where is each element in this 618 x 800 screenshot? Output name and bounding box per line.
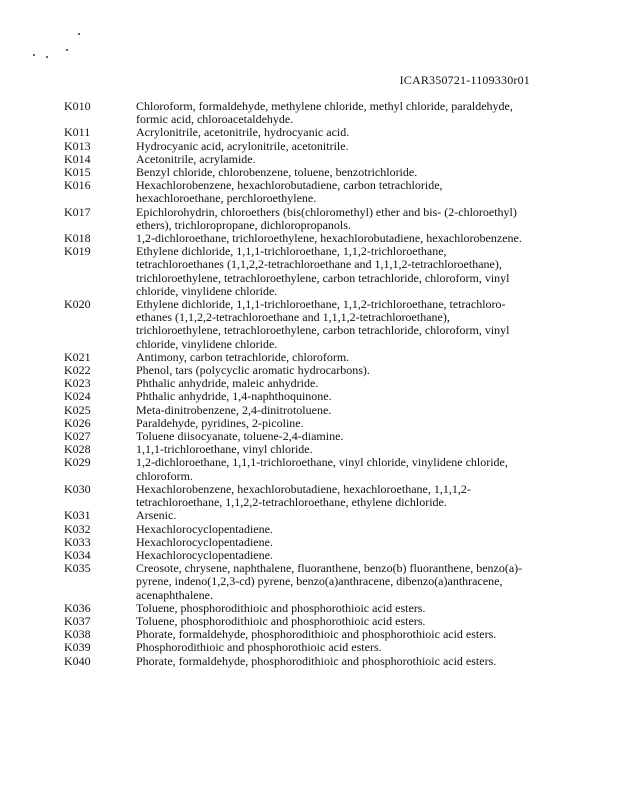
waste-code: K011 bbox=[64, 125, 91, 140]
waste-code: K039 bbox=[64, 640, 91, 655]
waste-code: K030 bbox=[64, 481, 91, 496]
waste-code: K015 bbox=[64, 165, 91, 180]
description-line: 1,2-dichloroethane, 1,1,1-trichloroethane, vinyl chloride, vinylidene chloride, bbox=[136, 455, 508, 470]
description-line: Phthalic anhydride, 1,4-naphthoquinone. bbox=[136, 389, 332, 404]
waste-code-row bbox=[64, 390, 544, 403]
waste-code-row bbox=[64, 456, 544, 482]
scan-speck bbox=[46, 56, 48, 58]
description-line: Epichlorohydrin, chloroethers (bis(chloromethyl) ether and bis- (2-chloroethyl) bbox=[136, 204, 517, 219]
waste-code-row bbox=[64, 245, 544, 298]
waste-code: K029 bbox=[64, 455, 91, 470]
description-line: Acetonitrile, acrylamide. bbox=[136, 151, 256, 166]
waste-code: K017 bbox=[64, 204, 91, 219]
description-line: chloride, vinylidene chloride. bbox=[136, 283, 278, 298]
waste-description bbox=[136, 206, 544, 232]
waste-code: K035 bbox=[64, 561, 91, 576]
waste-description bbox=[136, 536, 544, 549]
description-line: Hydrocyanic acid, acrylonitrile, acetonitrile. bbox=[136, 138, 349, 153]
description-line: Antimony, carbon tetrachloride, chloroform. bbox=[136, 349, 350, 364]
description-line: ethanes (1,1,2,2-tetrachloroethane and 1,1,1,2-tetrachloroethane), bbox=[136, 310, 450, 325]
description-line: Phosphorodithioic and phosphorothioic acid esters. bbox=[136, 640, 382, 655]
description-line: Chloroform, formaldehyde, methylene chloride, methyl chloride, paraldehyde, bbox=[136, 99, 513, 113]
waste-code: K024 bbox=[64, 389, 91, 404]
description-line: trichloroethylene, tetrachloroethylene, carbon tetrachloride, chloroform, vinyl bbox=[136, 270, 510, 285]
waste-code: K014 bbox=[64, 151, 91, 166]
waste-code-row bbox=[64, 536, 544, 549]
waste-code-row bbox=[64, 140, 544, 153]
waste-code: K036 bbox=[64, 600, 91, 615]
waste-description bbox=[136, 602, 544, 615]
description-line: Meta-dinitrobenzene, 2,4-dinitrotoluene. bbox=[136, 402, 332, 417]
description-line: chloroform. bbox=[136, 468, 193, 483]
waste-code-row bbox=[64, 602, 544, 615]
scan-specks bbox=[0, 0, 618, 80]
waste-code: K025 bbox=[64, 402, 91, 417]
waste-code-row bbox=[64, 179, 544, 205]
scan-speck bbox=[33, 54, 35, 56]
waste-code-row bbox=[64, 100, 544, 126]
description-line: ethers), trichloropropane, dichloropropanols. bbox=[136, 217, 351, 232]
waste-code: K031 bbox=[64, 508, 91, 523]
waste-code: K038 bbox=[64, 627, 91, 642]
waste-code: K018 bbox=[64, 231, 91, 246]
description-line: Arsenic. bbox=[136, 508, 177, 523]
description-line: tetrachloroethane, 1,1,2,2-tetrachloroethane, ethylene dichloride. bbox=[136, 495, 447, 510]
waste-code: K026 bbox=[64, 415, 91, 430]
waste-description bbox=[136, 509, 544, 522]
description-line: Phthalic anhydride, maleic anhydride. bbox=[136, 376, 319, 391]
description-line: Hexachlorocyclopentadiene. bbox=[136, 547, 273, 562]
description-line: acenaphthalene. bbox=[136, 587, 213, 602]
waste-code: K019 bbox=[64, 244, 91, 259]
waste-code: K021 bbox=[64, 349, 91, 364]
waste-code: K037 bbox=[64, 613, 91, 628]
description-line: Phorate, formaldehyde, phosphorodithioic and phosphorothioic acid esters. bbox=[136, 627, 497, 642]
description-line: Toluene, phosphorodithioic and phosphorothioic acid esters. bbox=[136, 613, 426, 628]
waste-code: K020 bbox=[64, 297, 91, 312]
waste-description bbox=[136, 404, 544, 417]
waste-code-row bbox=[64, 562, 544, 602]
waste-description bbox=[136, 641, 544, 654]
waste-code: K040 bbox=[64, 653, 91, 668]
description-line: Hexachlorobenzene, hexachlorobutadiene, hexachloroethane, 1,1,1,2- bbox=[136, 481, 471, 496]
document-id: ICAR350721-1109330r01 bbox=[399, 73, 530, 87]
waste-description bbox=[136, 483, 544, 509]
waste-code-row bbox=[64, 206, 544, 232]
waste-code: K027 bbox=[64, 429, 91, 444]
waste-code-row bbox=[64, 483, 544, 509]
description-line: Ethylene dichloride, 1,1,1-trichloroethane, 1,1,2-trichloroethane, tetrachloro- bbox=[136, 297, 506, 312]
waste-description bbox=[136, 140, 544, 153]
waste-code-list bbox=[64, 100, 544, 668]
waste-code-row bbox=[64, 641, 544, 654]
waste-code: K022 bbox=[64, 363, 91, 378]
waste-code: K016 bbox=[64, 178, 91, 193]
description-line: Toluene diisocyanate, toluene-2,4-diamine. bbox=[136, 429, 344, 444]
waste-description bbox=[136, 390, 544, 403]
waste-code: K028 bbox=[64, 442, 91, 457]
waste-code-row bbox=[64, 298, 544, 351]
description-line: trichloroethylene, tetrachloroethylene, carbon tetrachloride, chloroform, vinyl bbox=[136, 323, 510, 338]
waste-code: K013 bbox=[64, 138, 91, 153]
description-line: hexachloroethane, perchloroethylene. bbox=[136, 191, 317, 206]
waste-description bbox=[136, 562, 544, 602]
description-line: Hexachlorocyclopentadiene. bbox=[136, 534, 273, 549]
scan-speck bbox=[66, 49, 68, 51]
waste-code-row bbox=[64, 126, 544, 139]
description-line: chloride, vinylidene chloride. bbox=[136, 336, 278, 351]
waste-code-row bbox=[64, 655, 544, 668]
description-line: 1,2-dichloroethane, trichloroethylene, hexachlorobutadiene, hexachlorobenzene. bbox=[136, 231, 522, 246]
description-line: Phenol, tars (polycyclic aromatic hydrocarbons). bbox=[136, 363, 370, 378]
description-line: Hexachlorocyclopentadiene. bbox=[136, 521, 273, 536]
description-line: Toluene, phosphorodithioic and phosphorothioic acid esters. bbox=[136, 600, 426, 615]
waste-description bbox=[136, 245, 544, 298]
description-line: Hexachlorobenzene, hexachlorobutadiene, carbon tetrachloride, bbox=[136, 178, 443, 193]
waste-description bbox=[136, 179, 544, 205]
waste-code-row bbox=[64, 523, 544, 536]
description-line: Paraldehyde, pyridines, 2-picoline. bbox=[136, 415, 304, 430]
waste-description bbox=[136, 523, 544, 536]
waste-code: K010 bbox=[64, 99, 91, 113]
description-line: Benzyl chloride, chlorobenzene, toluene, benzotrichloride. bbox=[136, 165, 418, 180]
description-line: formic acid, chloroacetaldehyde. bbox=[136, 112, 294, 127]
description-line: Ethylene dichloride, 1,1,1-trichloroethane, 1,1,2-trichloroethane, bbox=[136, 244, 447, 259]
waste-code: K034 bbox=[64, 547, 91, 562]
waste-code: K023 bbox=[64, 376, 91, 391]
waste-code: K033 bbox=[64, 534, 91, 549]
description-line: pyrene, indeno(1,2,3-cd) pyrene, benzo(a)anthracene, dibenzo(a)anthracene, bbox=[136, 574, 503, 589]
description-line: tetrachloroethanes (1,1,2,2-tetrachloroethane and 1,1,1,2-tetrachloroethane), bbox=[136, 257, 502, 272]
description-line: 1,1,1-trichloroethane, vinyl chloride. bbox=[136, 442, 313, 457]
description-line: Acrylonitrile, acetonitrile, hydrocyanic acid. bbox=[136, 125, 350, 140]
description-line: Phorate, formaldehyde, phosphorodithioic and phosphorothioic acid esters. bbox=[136, 653, 497, 668]
waste-code-row bbox=[64, 404, 544, 417]
waste-description bbox=[136, 100, 544, 126]
waste-description bbox=[136, 126, 544, 139]
waste-description bbox=[136, 456, 544, 482]
waste-code-row bbox=[64, 509, 544, 522]
waste-description bbox=[136, 655, 544, 668]
waste-description bbox=[136, 298, 544, 351]
description-line: Creosote, chrysene, naphthalene, fluoranthene, benzo(b) fluoranthene, benzo(a)- bbox=[136, 561, 523, 576]
scan-speck bbox=[78, 33, 80, 35]
waste-code: K032 bbox=[64, 521, 91, 536]
